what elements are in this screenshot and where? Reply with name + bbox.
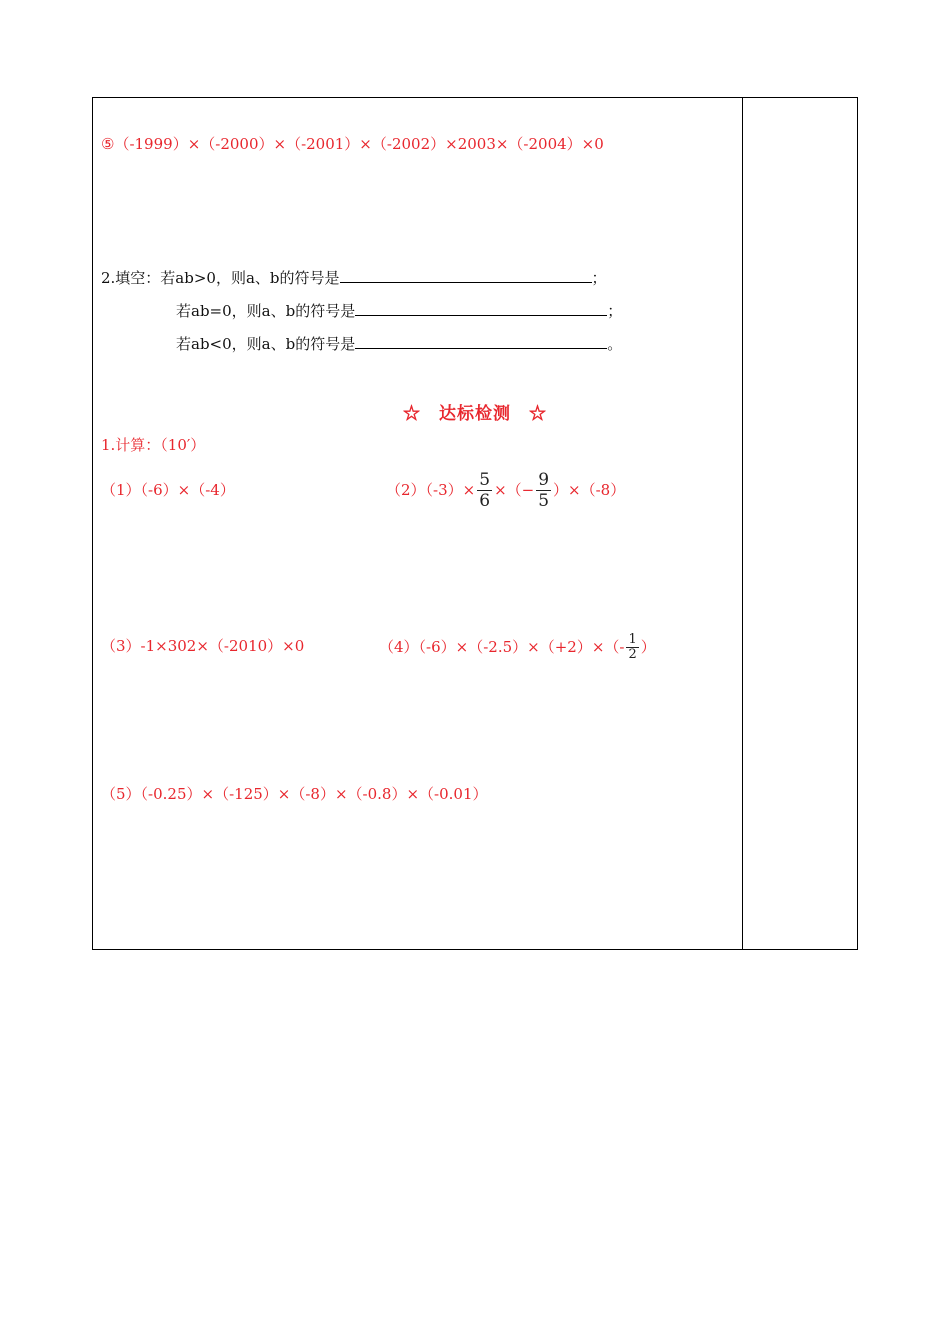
calc-label: 1.计算：（10′）: [101, 436, 206, 454]
problem-4-part-b: ）: [640, 638, 656, 656]
fraction-denominator: 5: [538, 490, 550, 511]
section-heading: ☆ 达标检测 ☆: [403, 404, 547, 424]
problem-2-part-b: ×（−: [494, 481, 535, 499]
fill-blank-3-text: 若ab<0，则a、b的符号是: [176, 335, 356, 353]
column-divider: [742, 97, 743, 950]
fraction-numerator: 5: [479, 469, 491, 490]
fill-blank-3: [176, 334, 622, 353]
answer-blank-1[interactable]: [340, 268, 592, 283]
answer-blank-2[interactable]: [355, 301, 607, 316]
problem-1: （1）（-6）×（-4）: [101, 481, 235, 499]
fill-blank-2-punct: ；: [607, 302, 623, 320]
problem-3: （3）-1×302×（-2010）×0: [101, 637, 305, 655]
fraction-denominator: 2: [628, 646, 637, 662]
problem-2-part-a: （2）（-3）×: [386, 481, 476, 499]
fill-blank-2-text: 若ab=0，则a、b的符号是: [176, 302, 356, 320]
problem-4: [379, 627, 656, 667]
problem-5: ⑤（-1999）×（-2000）×（-2001）×（-2002）×2003×（-2004）×0: [101, 135, 604, 153]
fraction-numerator: 1: [628, 631, 637, 647]
problem-2: [386, 468, 625, 512]
answer-blank-3[interactable]: [355, 334, 607, 349]
problem-5-calc: （5）（-0.25）×（-125）×（-8）×（-0.8）×（-0.01）: [101, 785, 488, 803]
problem-2-part-c: ）×（-8）: [553, 481, 626, 499]
fill-blank-1-text: 2.填空：若ab>0，则a、b的符号是: [101, 269, 340, 287]
fill-blank-1-punct: ；: [591, 269, 607, 287]
fraction-5-6: [477, 470, 492, 511]
fraction-numerator: 9: [538, 469, 550, 490]
fraction-denominator: 6: [479, 490, 491, 511]
fill-blank-2: [176, 301, 622, 320]
worksheet-frame: [92, 97, 858, 950]
fraction-1-2: [626, 633, 638, 662]
problem-4-part-a: （4）（-6）×（-2.5）×（+2）×（-: [379, 638, 625, 656]
fill-blank-1: [101, 268, 607, 287]
fraction-9-5: [536, 470, 551, 511]
fill-blank-3-punct: 。: [607, 335, 623, 353]
